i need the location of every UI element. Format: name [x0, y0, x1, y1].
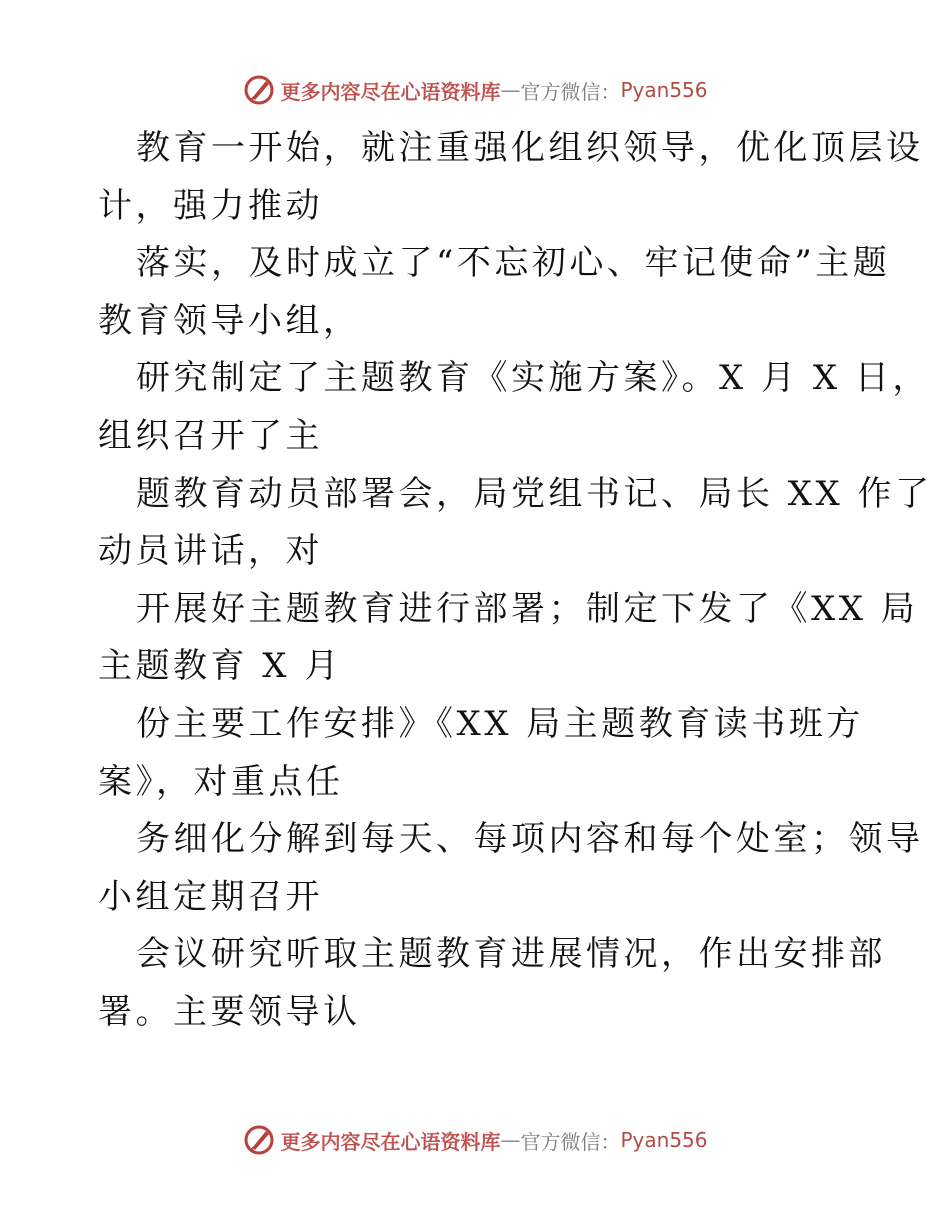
body-line-3: 落实，及时成立了“不忘初心、牢记使命”主题 [136, 243, 891, 284]
footer-banner [0, 1120, 950, 1160]
header-brand-text: 更多内容尽在心语资料库 [280, 79, 501, 104]
body-line-2: 计，强力推动 [98, 185, 323, 226]
feather-pen-icon [242, 1123, 276, 1157]
feather-pen-icon [242, 73, 276, 107]
body-line-5: 研究制定了主题教育《实施方案》。X 月 X 日， [136, 358, 930, 399]
body-line-4: 教育领导小组， [98, 300, 361, 341]
body-line-16: 署。主要领导认 [98, 991, 361, 1032]
body-line-13: 务细化分解到每天、每项内容和每个处室；领导 [136, 819, 924, 860]
footer-brand-text: 更多内容尽在心语资料库 [280, 1129, 501, 1154]
body-line-14: 小组定期召开 [98, 876, 323, 917]
header-dash: — [500, 78, 521, 102]
header-wechat-id: Pyan556 [620, 78, 708, 102]
footer-wechat-id: Pyan556 [620, 1128, 708, 1152]
body-line-11: 份主要工作安排》《XX 局主题教育读书班方 [136, 703, 864, 744]
body-line-6: 组织召开了主 [98, 415, 323, 456]
body-line-12: 案》，对重点任 [98, 761, 344, 802]
footer-wechat-label: 官方微信： [520, 1129, 621, 1154]
footer-dash: — [500, 1128, 521, 1152]
body-line-8: 动员讲话，对 [98, 531, 323, 572]
body-line-9: 开展好主题教育进行部署；制定下发了《XX 局 [136, 588, 919, 629]
body-line-7: 题教育动员部署会，局党组书记、局长 XX 作了 [136, 473, 933, 514]
document-body [98, 120, 933, 1042]
body-line-1: 教育一开始，就注重强化组织领导，优化顶层设 [136, 128, 924, 168]
header-wechat-label: 官方微信： [520, 79, 621, 104]
header-banner [0, 70, 950, 110]
body-line-15: 会议研究听取主题教育进展情况，作出安排部 [136, 934, 886, 975]
body-line-10: 主题教育 X 月 [98, 646, 342, 687]
